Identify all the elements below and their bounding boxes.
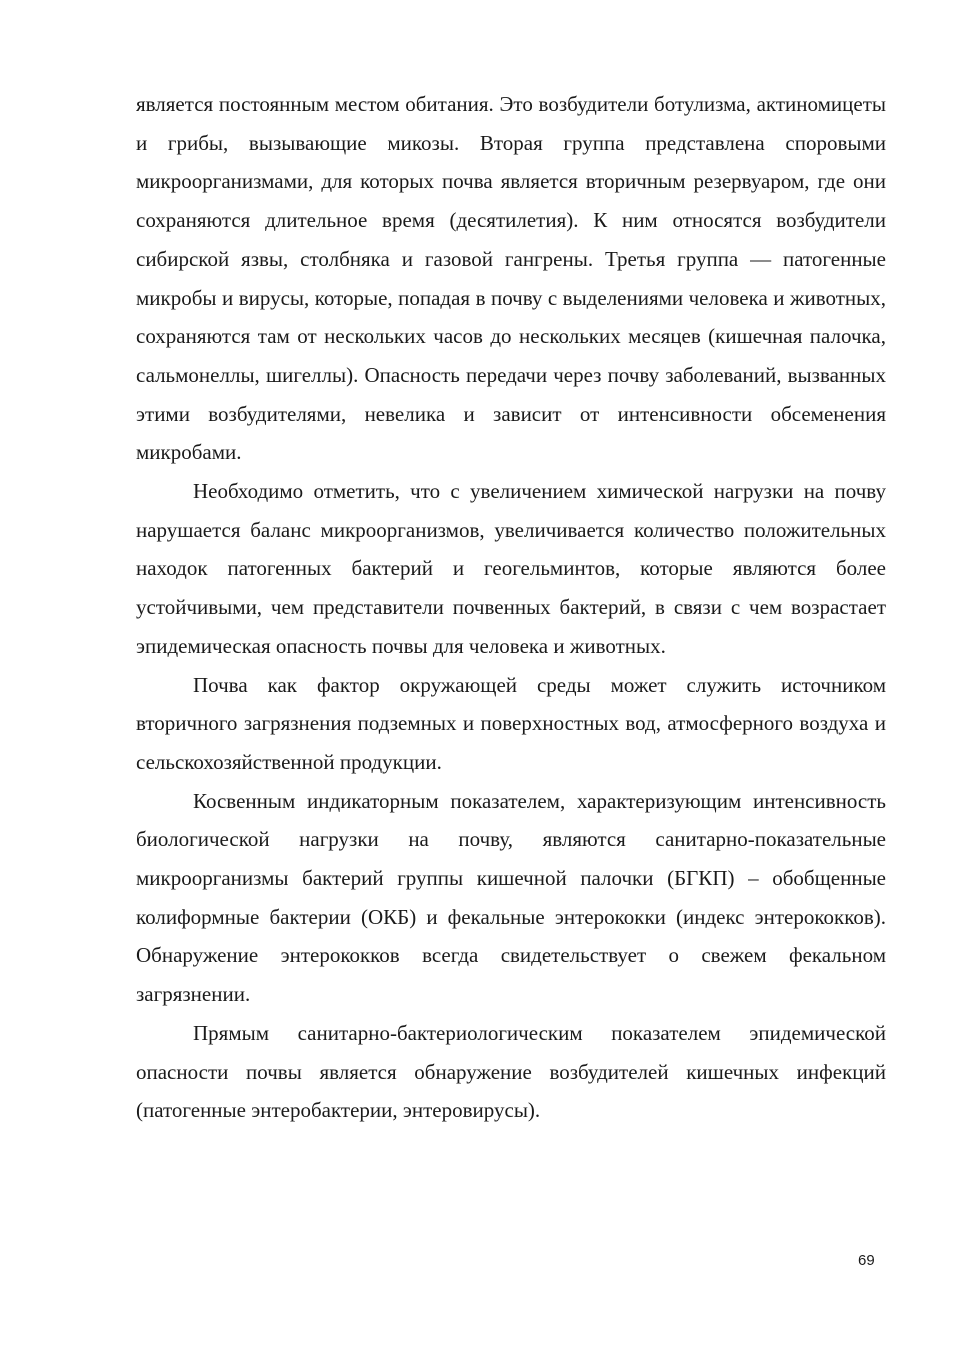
paragraph-chemical-load: Необходимо отметить, что с увеличением химической нагрузки на почву нарушается баланс микроорганизмов, увеличивается количество положительных находок патогенных бактерий и геогельминтов, которые являются более устойчивыми, чем представители почвенных бактерий, в связи с чем возрастает эпидемическая опасность почвы для человека и животных. — [136, 479, 886, 658]
body-text — [136, 85, 886, 1130]
paragraph-continuation: является постоянным местом обитания. Это возбудители ботулизма, актиномицеты и грибы, вызывающие микозы. Вторая группа представлена споровыми микроорганизмами, для которых почва является вторичным резервуаром, где они сохраняются длительное время (десятилетия). К ним относятся возбудители сибирской язвы, столбняка и газовой гангрены. Третья группа — патогенные микробы и вирусы, которые, попадая в почву с выделениями человека и животных, сохраняются там от нескольких часов до нескольких месяцев (кишечная палочка, сальмонеллы, шигеллы). Опасность передачи через почву заболеваний, вызванных этими возбудителями, невелика и зависит от интенсивности обсеменения микробами. — [136, 92, 886, 465]
paragraph-direct-indicator: Прямым санитарно-бактериологическим показателем эпидемической опасности почвы является обнаружение возбудителей кишечных инфекций (патогенные энтеробактерии, энтеровирусы). — [136, 1020, 886, 1123]
paragraph-indirect-indicator: Косвенным индикаторным показателем, характеризующим интенсивность биологической нагрузки на почву, являются санитарно-показательные микроорганизмы бактерий группы кишечной палочки (БГКП) – обобщенные колиформные бактерии (ОКБ) и фекальные энтерококки (индекс энтерококков). Обнаружение энтерококков всегда свидетельствует о свежем фекальном загрязнении. — [136, 788, 886, 1007]
page-number: 69 — [858, 1252, 875, 1269]
paragraph-secondary-pollution: Почва как фактор окружающей среды может служить источником вторичного загрязнения подземных и поверхностных вод, атмосферного воздуха и сельскохозяйственной продукции. — [136, 672, 886, 774]
